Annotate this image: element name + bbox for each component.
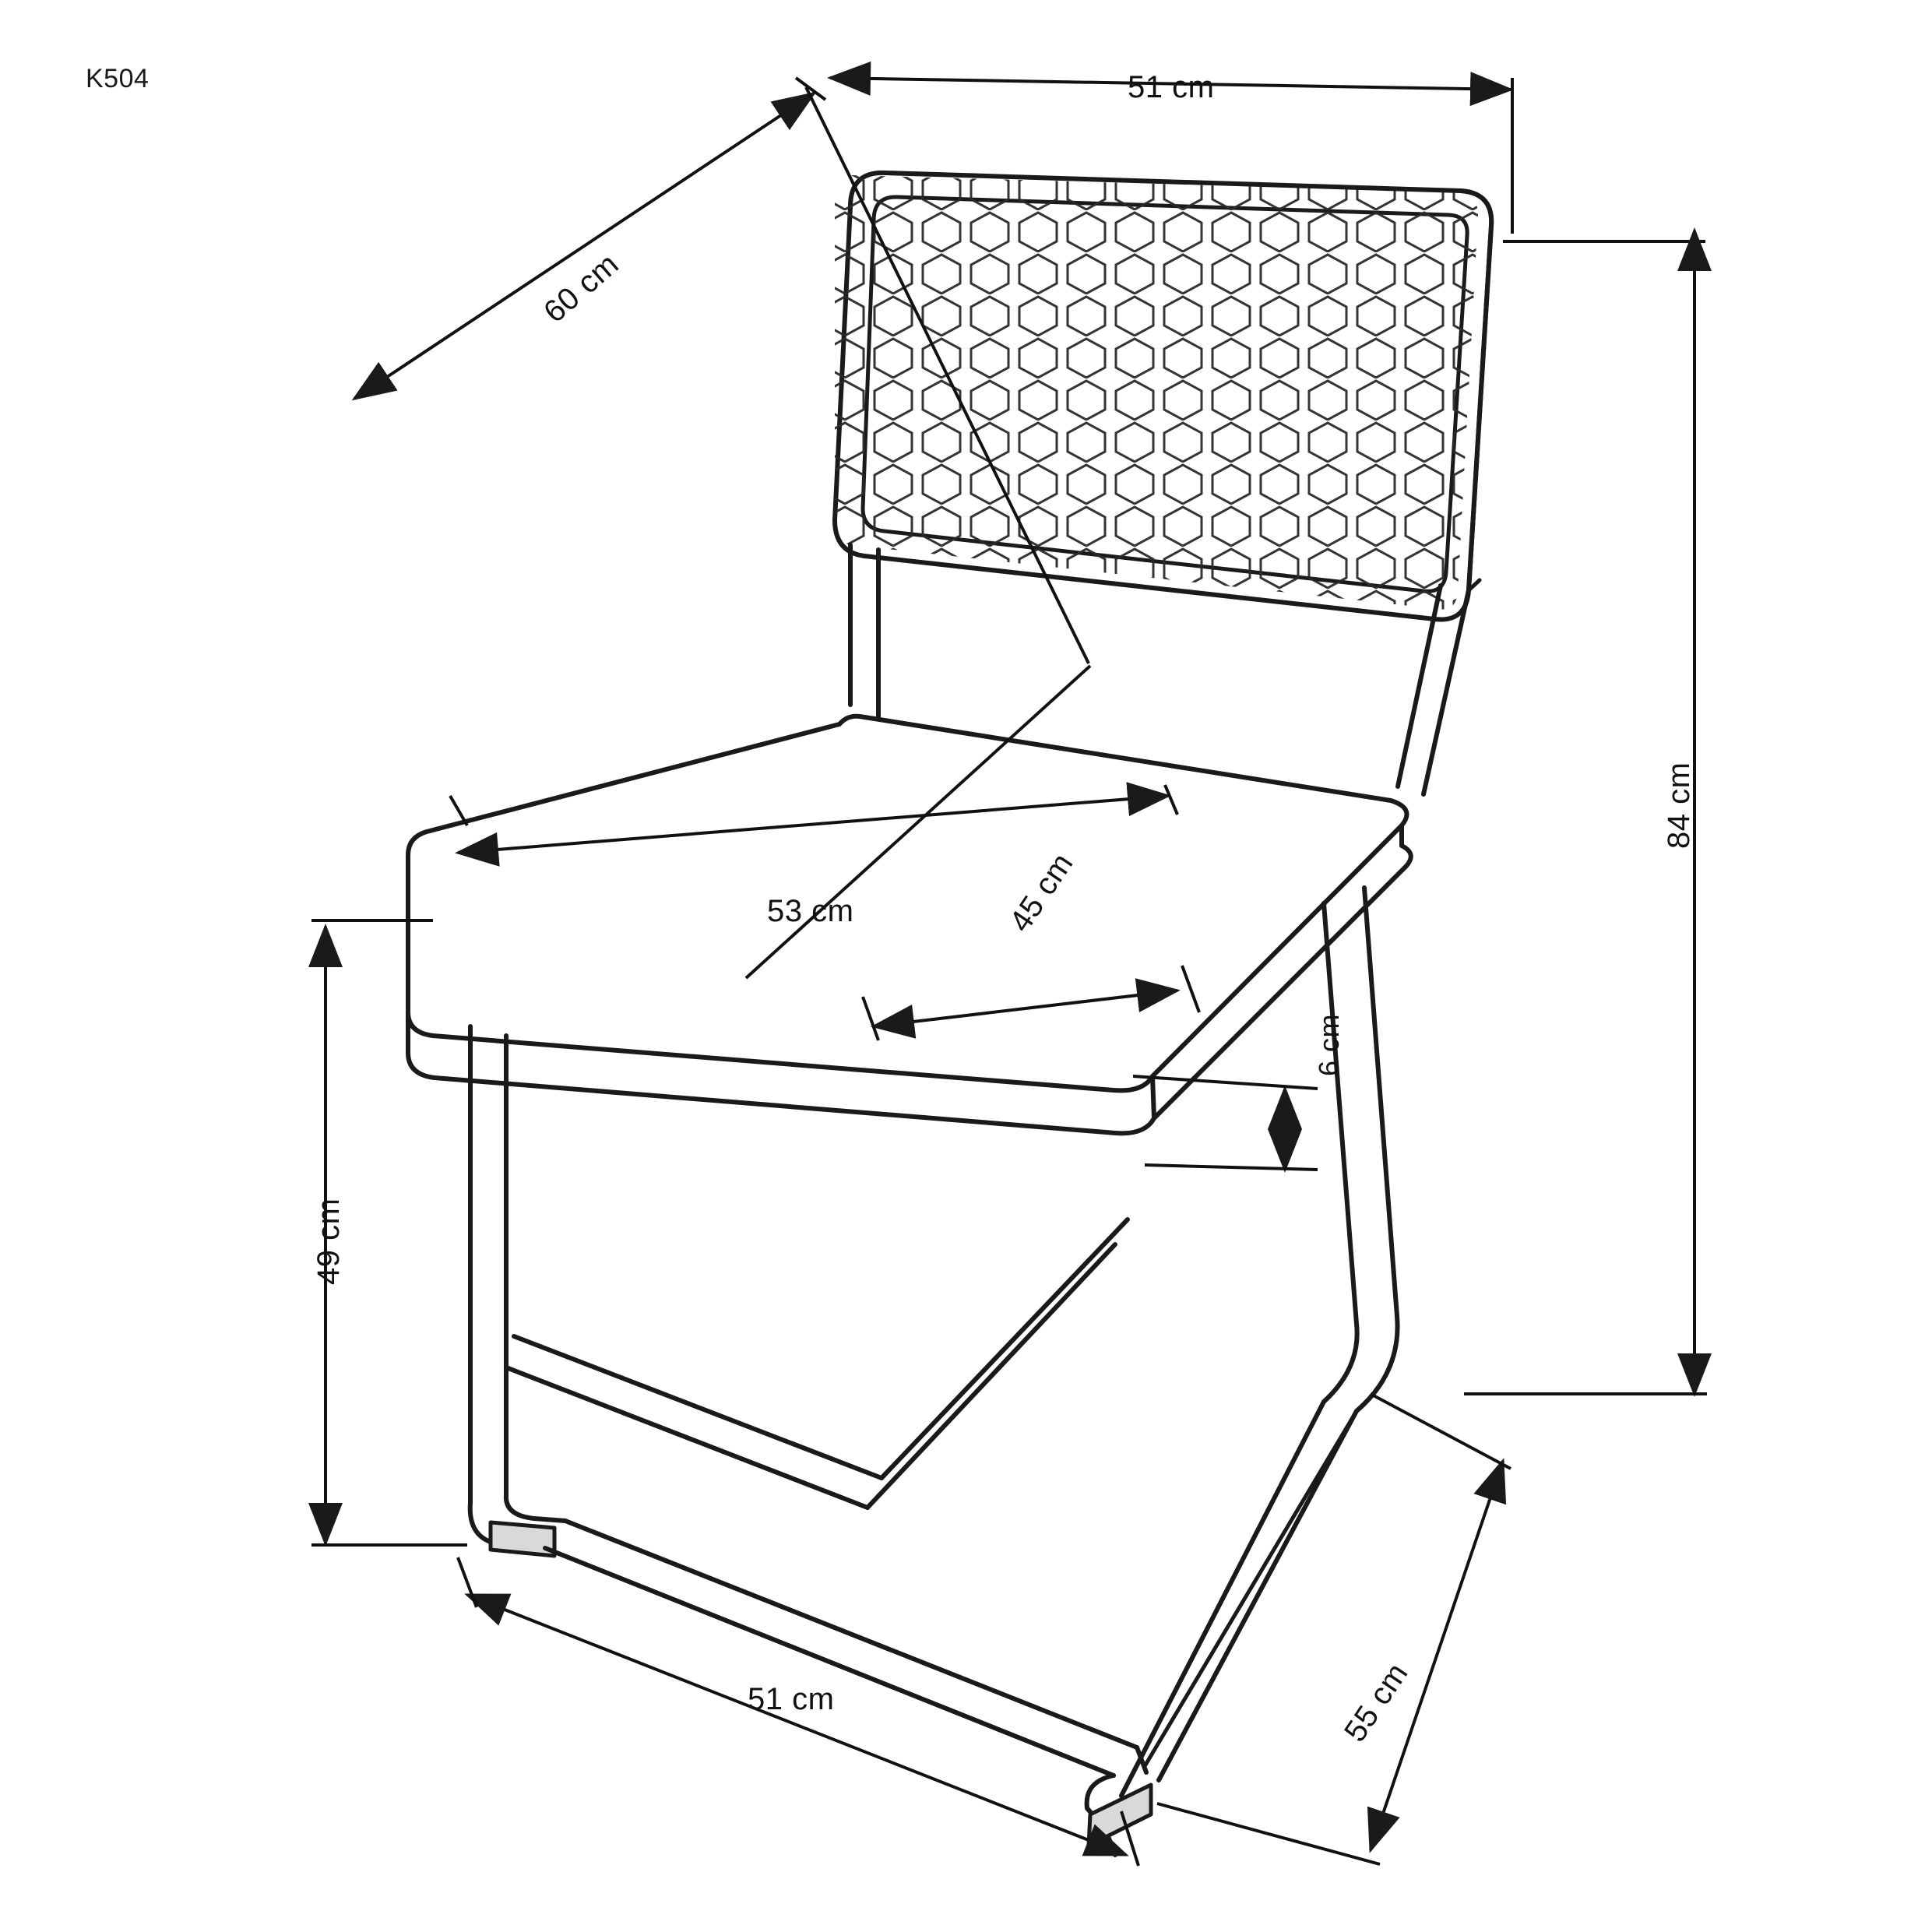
dimension-label-backrest-height: 60 cm [537, 246, 625, 330]
dimension-label-seat-depth: 45 cm [1003, 846, 1080, 938]
dimension-label-seat-width: 53 cm [767, 894, 854, 928]
dimension-label-overall-height: 84 cm [1662, 762, 1696, 849]
dimension-label-backrest-width: 51 cm [1128, 70, 1215, 104]
dimension-label-seat-thickness: 6 cm [1313, 1013, 1345, 1076]
dimension-label-base-depth: 55 cm [1338, 1656, 1415, 1748]
dimension-label-seat-height: 49 cm [311, 1198, 346, 1285]
model-code-label: K504 [86, 64, 150, 93]
dimension-label-base-width: 51 cm [748, 1682, 835, 1716]
